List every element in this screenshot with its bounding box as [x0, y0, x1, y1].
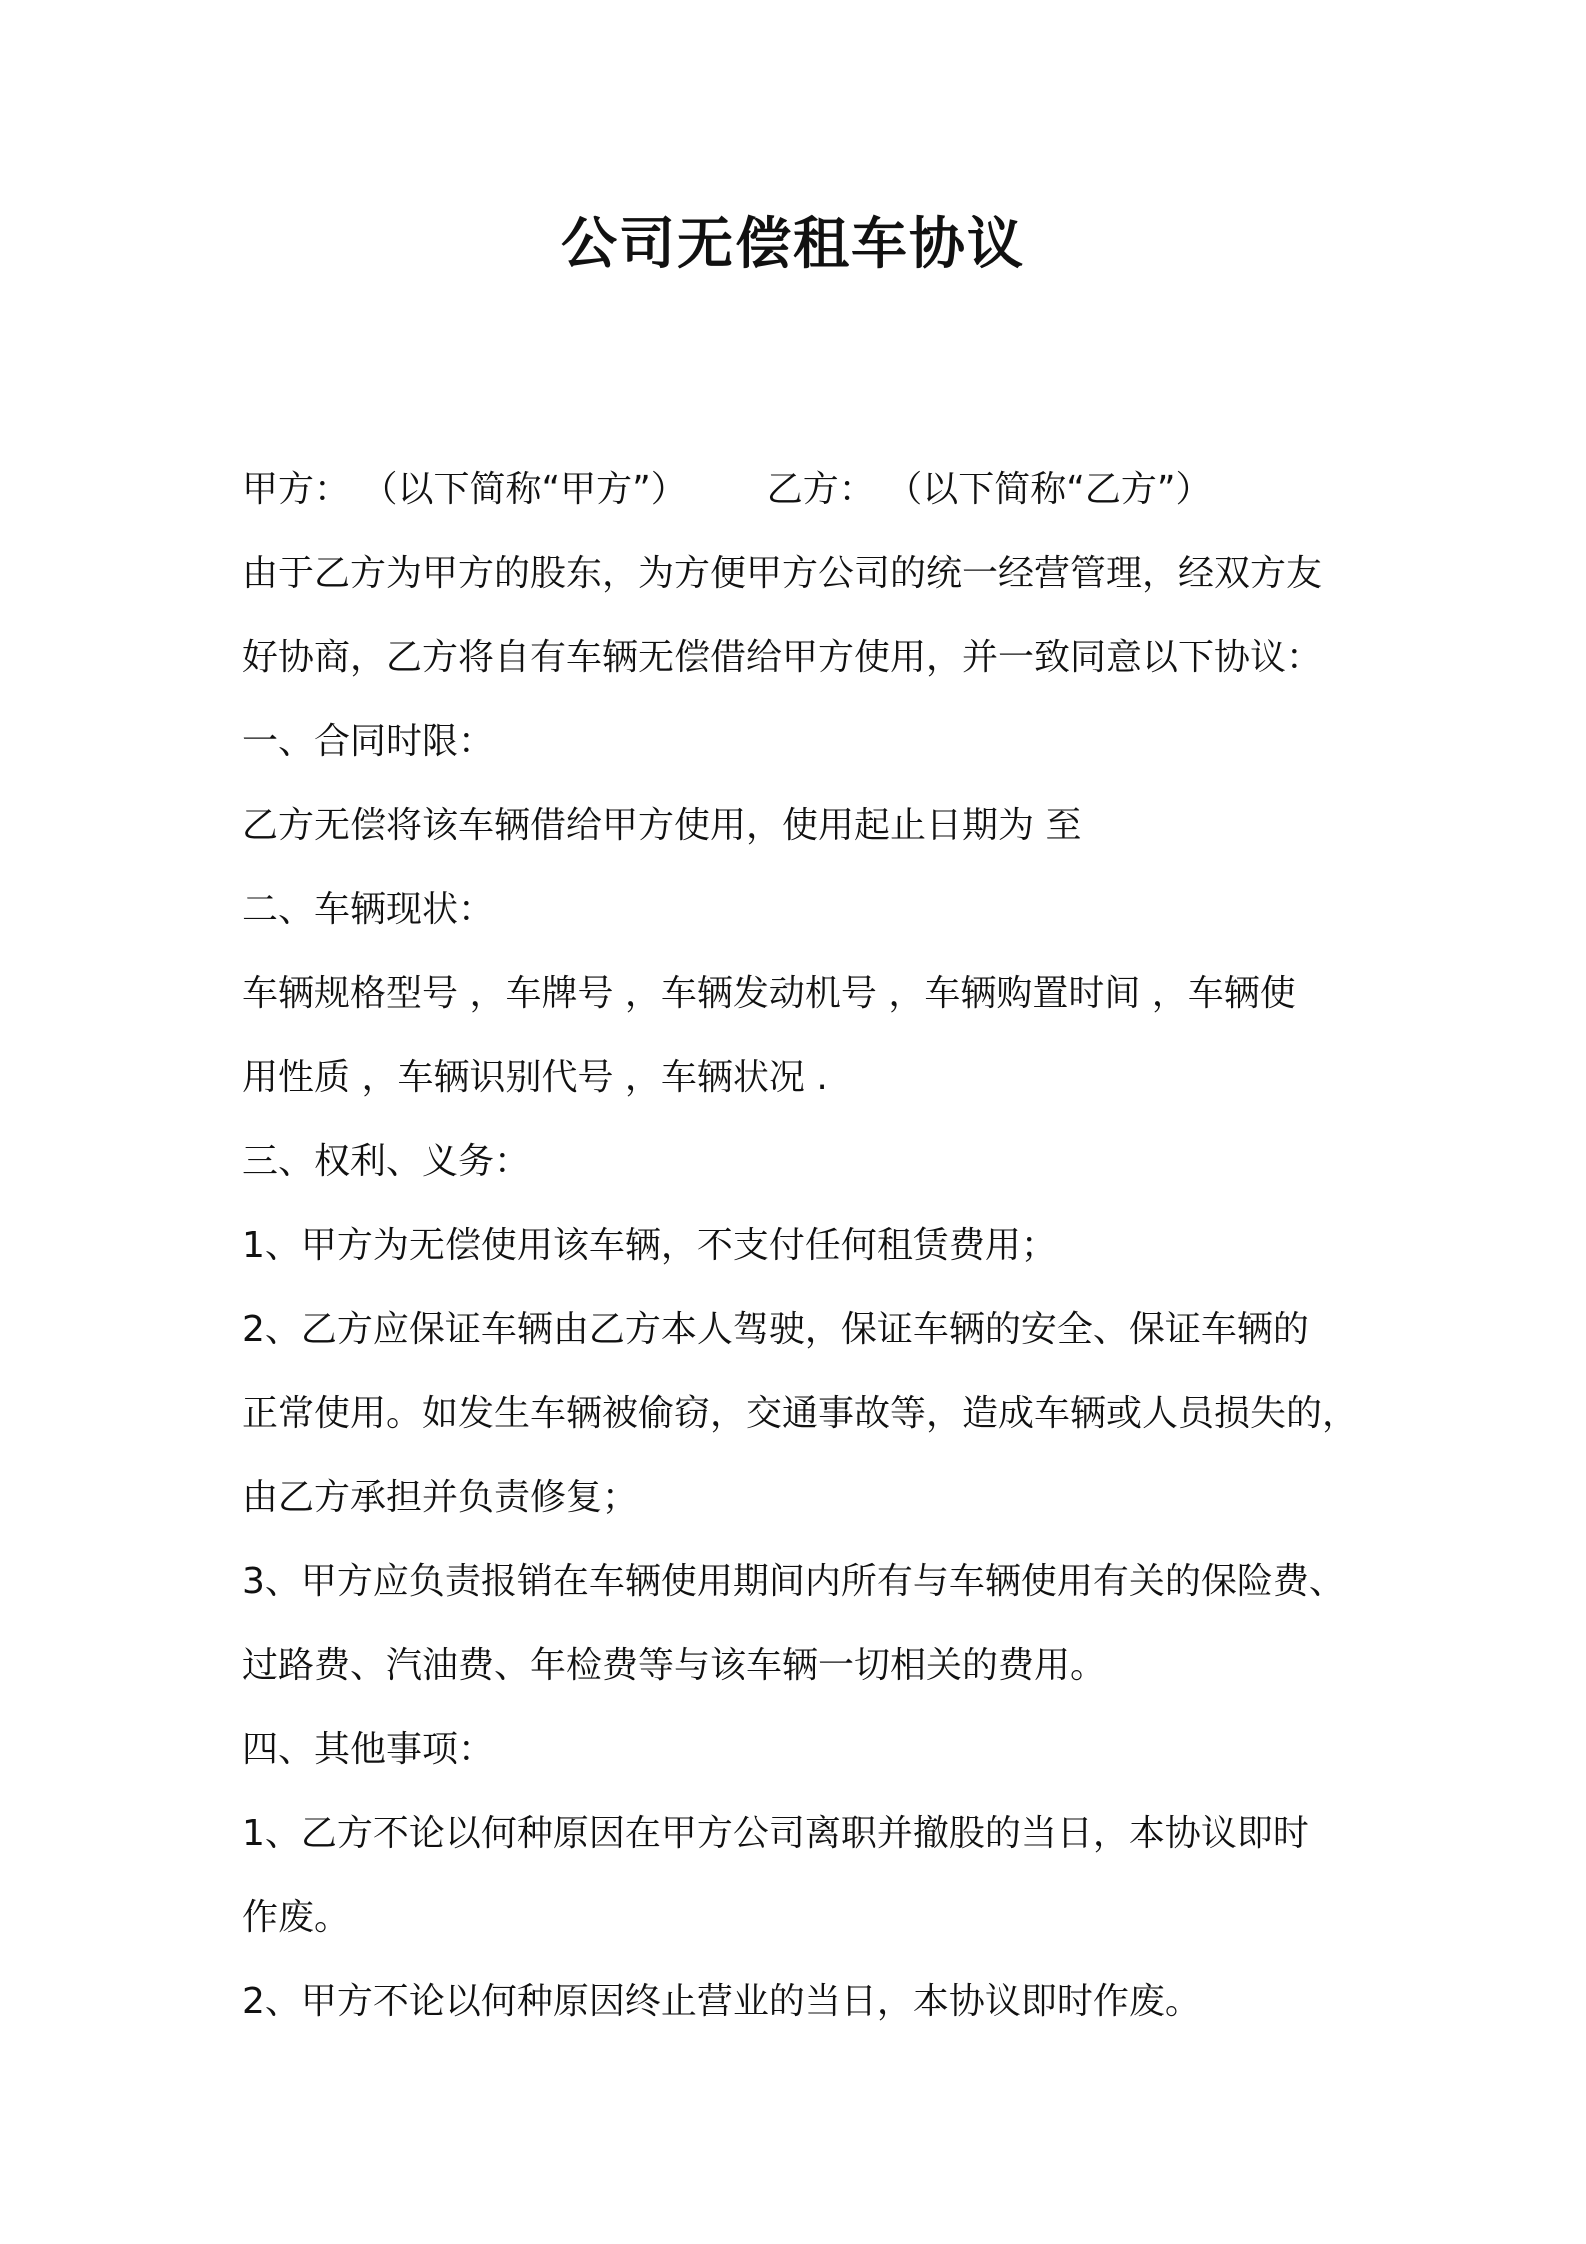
section-heading-other: 四、其他事项： [242, 1729, 495, 1770]
paragraph-line: 由乙方承担并负责修复； [242, 1477, 639, 1518]
document-title: 公司无偿租车协议 [561, 212, 1025, 277]
paragraph-line: 车辆规格型号 ，车牌号 ，车辆发动机号 ，车辆购置时间 ，车辆使 [242, 973, 1296, 1014]
party-b-label: 乙方： （以下简称“乙方”） [766, 469, 1212, 510]
parties-line [242, 448, 1372, 532]
paragraph-line: 乙方无偿将该车辆借给甲方使用，使用起止日期为 至 [242, 805, 1082, 846]
section-heading-term: 一、合同时限： [242, 721, 495, 762]
paragraph-line: 过路费、汽油费、年检费等与该车辆一切相关的费用。 [242, 1645, 1107, 1686]
paragraph-line: 2、乙方应保证车辆由乙方本人驾驶，保证车辆的安全、保证车辆的 [242, 1309, 1309, 1350]
paragraph-line: 由于乙方为甲方的股东，为方便甲方公司的统一经营管理，经双方友 [242, 553, 1323, 594]
section-heading-rights: 三、权利、义务： [242, 1141, 531, 1182]
paragraph-line: 3、甲方应负责报销在车辆使用期间内所有与车辆使用有关的保险费、 [242, 1561, 1345, 1602]
paragraph-line: 用性质 ，车辆识别代号 ，车辆状况 . [242, 1057, 828, 1098]
paragraph-line: 1、乙方不论以何种原因在甲方公司离职并撤股的当日，本协议即时 [242, 1813, 1309, 1854]
document-body [242, 448, 1372, 2044]
party-a-label: 甲方： （以下简称“甲方”） [242, 469, 687, 510]
section-heading-vehicle: 二、车辆现状： [242, 889, 495, 930]
paragraph-line: 正常使用。如发生车辆被偷窃，交通事故等，造成车辆或人员损失的， [242, 1393, 1359, 1434]
paragraph-line: 好协商，乙方将自有车辆无偿借给甲方使用，并一致同意以下协议： [242, 637, 1323, 678]
paragraph-line: 1、甲方为无偿使用该车辆，不支付任何租赁费用； [242, 1225, 1057, 1266]
paragraph-line: 作废。 [242, 1897, 351, 1938]
paragraph-line: 2、甲方不论以何种原因终止营业的当日，本协议即时作废。 [242, 1981, 1201, 2022]
